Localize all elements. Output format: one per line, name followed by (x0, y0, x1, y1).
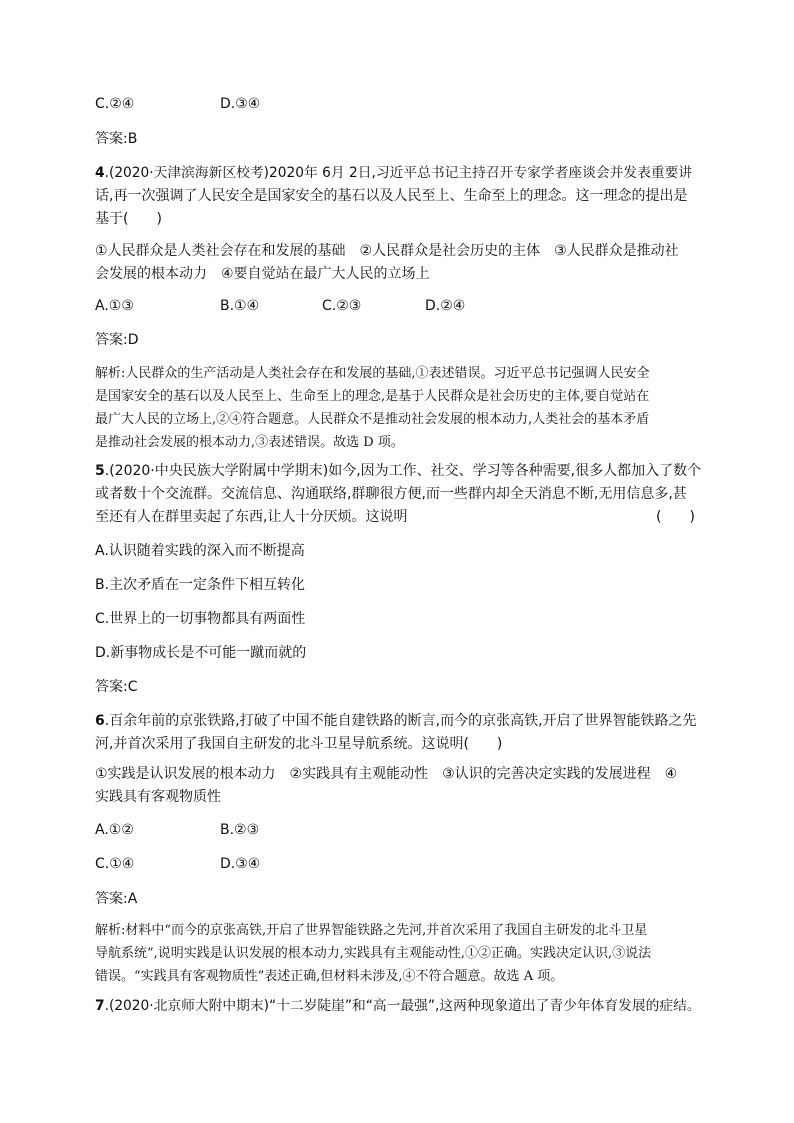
q4-stem: 4.(2020·天津滨海新区校考)2020年 6月 2日,习近平总书记主持召开专家学者座谈会并发表重要讲 话,再一次强调了人民安全是国家安全的基石以及人民至上、生命至上的理念。这一理念的提出是 基于( ) (95, 165, 693, 227)
q5-option-d: D.新事物成长是不可能一蹴而就的 (95, 645, 307, 661)
q6-statements: ①实践是认识发展的根本动力 ②实践具有主观能动性 ③认识的完善决定实践的发展进程 ④ 实践具有客观物质性 (95, 766, 678, 805)
q3-option-c: C.②④ (95, 96, 135, 112)
q5-option-b: B.主次矛盾在一定条件下相互转化 (95, 577, 306, 593)
q6-option-b: B.②③ (220, 822, 260, 838)
q6-option-d: D.③④ (220, 856, 261, 872)
q6-explanation: 解析:材料中“而今的京张高铁,开启了世界智能铁路之先河,并首次采用了我国自主研发的北斗卫星 导航系统”,说明实践是认识发展的根本动力,实践具有主观能动性,①②正确。实践决定认识,③说法 错误。“实践具有客观物质性”表述正确,但材料未涉及,④不符合题意。故选 A 项。 (95, 923, 652, 984)
q4-option-a: A.①③ (95, 298, 134, 314)
q4-answer: 答案:D (95, 332, 139, 348)
q6-answer: 答案:A (95, 891, 138, 907)
q5-number: 5 (95, 463, 105, 479)
q5-option-a: A.认识随着实践的深入而不断提高 (95, 543, 305, 559)
q6-stem: 6.百余年前的京张铁路,打破了中国不能自建铁路的断言,而今的京张高铁,开启了世界智能铁路之先 河,并首次采用了我国自主研发的北斗卫星导航系统。这说明( ) (95, 713, 697, 752)
q3-answer: 答案:B (95, 131, 138, 147)
q4-option-b: B.①④ (220, 298, 260, 314)
q7-stem: 7.(2020·北京师大附中期末)“十二岁陡崖”和“高一最强”,这两种现象道出了青少年体育发展的症结。 (95, 998, 701, 1014)
q5-answer: 答案:C (95, 679, 138, 695)
q4-explanation: 解析:人民群众的生产活动是人类社会存在和发展的基础,①表述错误。习近平总书记强调人民安全 是国家安全的基石以及人民至上、生命至上的理念,是基于人民群众是社会历史的主体,要自觉站在 最广大人民的立场上,②④符合题意。人民群众不是推动社会发展的根本动力,人类社会的基本矛盾 是推动社会发展的根本动力,③表述错误。故选 D 项。 (95, 366, 650, 450)
q6-number: 6 (95, 713, 105, 729)
q4-number: 4 (95, 165, 105, 181)
q5-option-c: C.世界上的一切事物都具有两面性 (95, 611, 306, 627)
q4-option-c: C.②③ (322, 298, 362, 314)
q5-answer-paren: ( ) (656, 509, 695, 525)
q4-statements: ①人民群众是人类社会存在和发展的基础 ②人民群众是社会历史的主体 ③人民群众是推动社 会发展的根本动力 ④要自觉站在最广大人民的立场上 (95, 243, 679, 282)
q7-number: 7 (95, 998, 105, 1014)
q6-option-c: C.①④ (95, 856, 135, 872)
q6-option-a: A.①② (95, 822, 134, 838)
q3-option-d: D.③④ (220, 96, 261, 112)
q5-stem: 5.(2020·中央民族大学附属中学期末)如今,因为工作、社交、学习等各种需要,很多人都加入了数个 或者数十个交流群。交流信息、沟通联络,群聊很方便,而一些群内却全天消息不断,无用信息多,甚 至还有人在群里卖起了东西,让人十分厌烦。这说明 (95, 463, 702, 525)
q4-option-d: D.②④ (425, 298, 466, 314)
